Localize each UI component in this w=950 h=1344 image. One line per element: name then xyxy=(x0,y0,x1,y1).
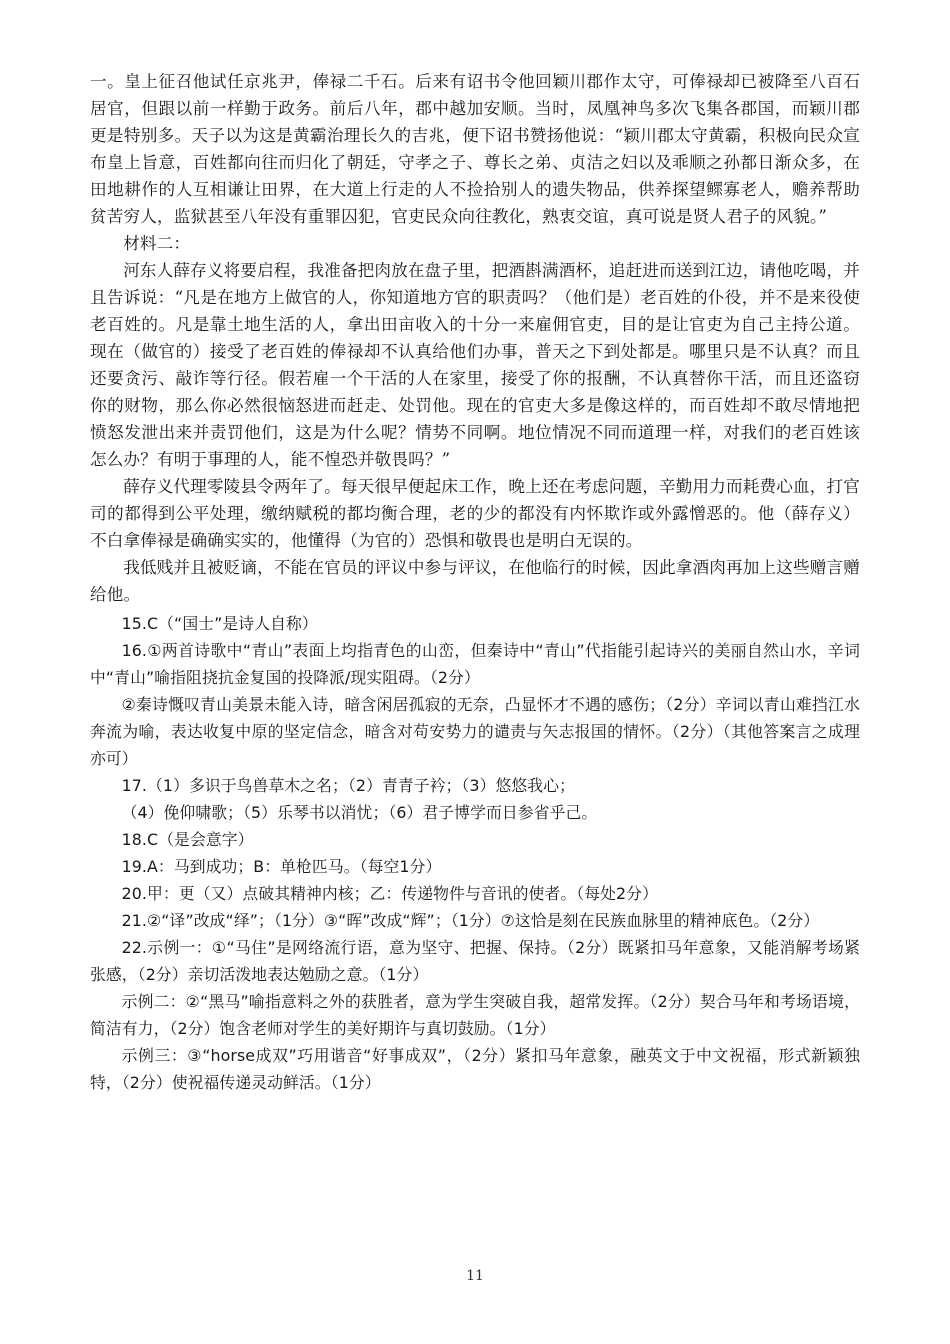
material-one-continuation: 一。皇上征召他试任京兆尹，俸禄二千石。后来有诏书令他回颖川郡作太守，可俸禄却已被降至八百石居官，但跟以前一样勤于政务。前后八年，郡中越加安顺。当时，凤凰神鸟多次飞集各郡国，而颖川郡更是特别多。天子以为这是黄霸治理长久的吉兆，便下诏书赞扬他说：“颖川郡太守黄霸，积极向民众宣布皇上旨意，百姓都向往而归化了朝廷，守孝之子、尊长之弟、贞洁之妇以及乖顺之孙都日渐众多，在田地耕作的人互相谦让田界，在大道上行走的人不捡拾别人的遗失物品，供养探望鳏寡老人，赡养帮助贫苦穷人，监狱甚至八年没有重罪囚犯，官吏民众向往教化，熟衷交谊，真可说是贤人君子的风貌。” xyxy=(90,72,860,226)
answer-17-line-1: 17.（1）多识于鸟兽草木之名；（2）青青子衿；（3）悠悠我心； xyxy=(121,776,575,795)
answer-22-example-3: 示例三：③“horse成双”巧用谐音“好事成双”，（2分）紧扣马年意象，融英文于中文祝福，形式新颖独特，（2分）使祝福传递灵动鲜活。（1分） xyxy=(90,1046,860,1092)
answer-22-example-2: 示例二：②“黑马”喻指意料之外的获胜者，意为学生突破自我，超常发挥。（2分）契合马年和考场语境，简洁有力，（2分）饱含老师对学生的美好期许与真切鼓励。（1分） xyxy=(90,992,860,1038)
answer-16-part-2: ②秦诗慨叹青山美景未能入诗，暗含闲居孤寂的无奈，凸显怀才不遇的感伤；（2分）辛词以青山难挡江水奔流为喻，表达收复中原的坚定信念，暗含对苟安势力的谴责与矢志报国的情怀。（2分）（其他答案言之成理亦可） xyxy=(90,695,860,768)
answer-15: 15.C（“国士”是诗人自称） xyxy=(121,614,318,633)
answer-21: 21.②“译”改成“绎”；（1分）③“晖”改成“辉”；（1分）⑦这恰是刻在民族血脉里的精神底色。（2分） xyxy=(121,911,820,930)
answer-19: 19.A：马到成功；B：单枪匹马。（每空1分） xyxy=(121,857,442,876)
material-two-paragraph-3: 我低贱并且被贬谪，不能在官员的评议中参与评议，在他临行的时候，因此拿酒肉再加上这些赠言赠给他。 xyxy=(90,558,860,604)
answer-18: 18.C（是会意字） xyxy=(121,830,254,849)
answer-20: 20.甲：更（又）点破其精神内核；乙：传递物件与音讯的使者。（每处2分） xyxy=(121,884,658,903)
material-two-heading: 材料二： xyxy=(123,234,191,253)
document-page xyxy=(90,68,860,1096)
material-two-paragraph-1: 河东人薛存义将要启程，我准备把肉放在盘子里，把酒斟满酒杯，追赶进而送到江边，请他吃喝，并且告诉说：“凡是在地方上做官的人，你知道地方官的职责吗？（他们是）老百姓的仆役，并不是来役使老百姓的。凡是靠土地生活的人，拿出田亩收入的十分一来雇佣官吏，目的是让官吏为自己主持公道。现在（做官的）接受了老百姓的俸禄却不认真给他们办事，普天之下到处都是。哪里只是不认真？而且还要贪污、敲诈等行径。假若雇一个干活的人在家里，接受了你的报酬，不认真替你干活，而且还盗窃你的财物，那么你必然很恼怒进而赶走、处罚他。现在的官吏大多是像这样的，而百姓却不敢尽情地把愤怒发泄出来并责罚他们，这是为什么呢？情势不同啊。地位情况不同而道理一样，对我们的老百姓该怎么办？有明于事理的人，能不惶恐并敬畏吗？” xyxy=(90,261,860,469)
page-number: 11 xyxy=(466,1268,484,1284)
answer-22-example-1: 22.示例一：①“马住”是网络流行语，意为坚守、把握、保持。（2分）既紧扣马年意象，又能消解考场紧张感，（2分）亲切活泼地表达勉励之意。（1分） xyxy=(90,938,860,984)
material-two-paragraph-2: 薛存义代理零陵县令两年了。每天很早便起床工作，晚上还在考虑问题，辛勤用力而耗费心血，打官司的都得到公平处理，缴纳赋税的都均衡合理，老的少的都没有内怀欺诈或外露憎恶的。他（薛存义）不白拿俸禄是确确实实的，他懂得（为官的）恐惧和敬畏也是明白无误的。 xyxy=(90,477,860,550)
answer-17-line-2: （4）俛仰啸歌；（5）乐琴书以消忧；（6）君子博学而日参省乎己。 xyxy=(121,803,598,822)
answer-16-part-1: 16.①两首诗歌中“青山”表面上均指青色的山峦，但秦诗中“青山”代指能引起诗兴的美丽自然山水，辛词中“青山”喻指阻挠抗金复国的投降派/现实阻碍。（2分） xyxy=(90,641,860,687)
